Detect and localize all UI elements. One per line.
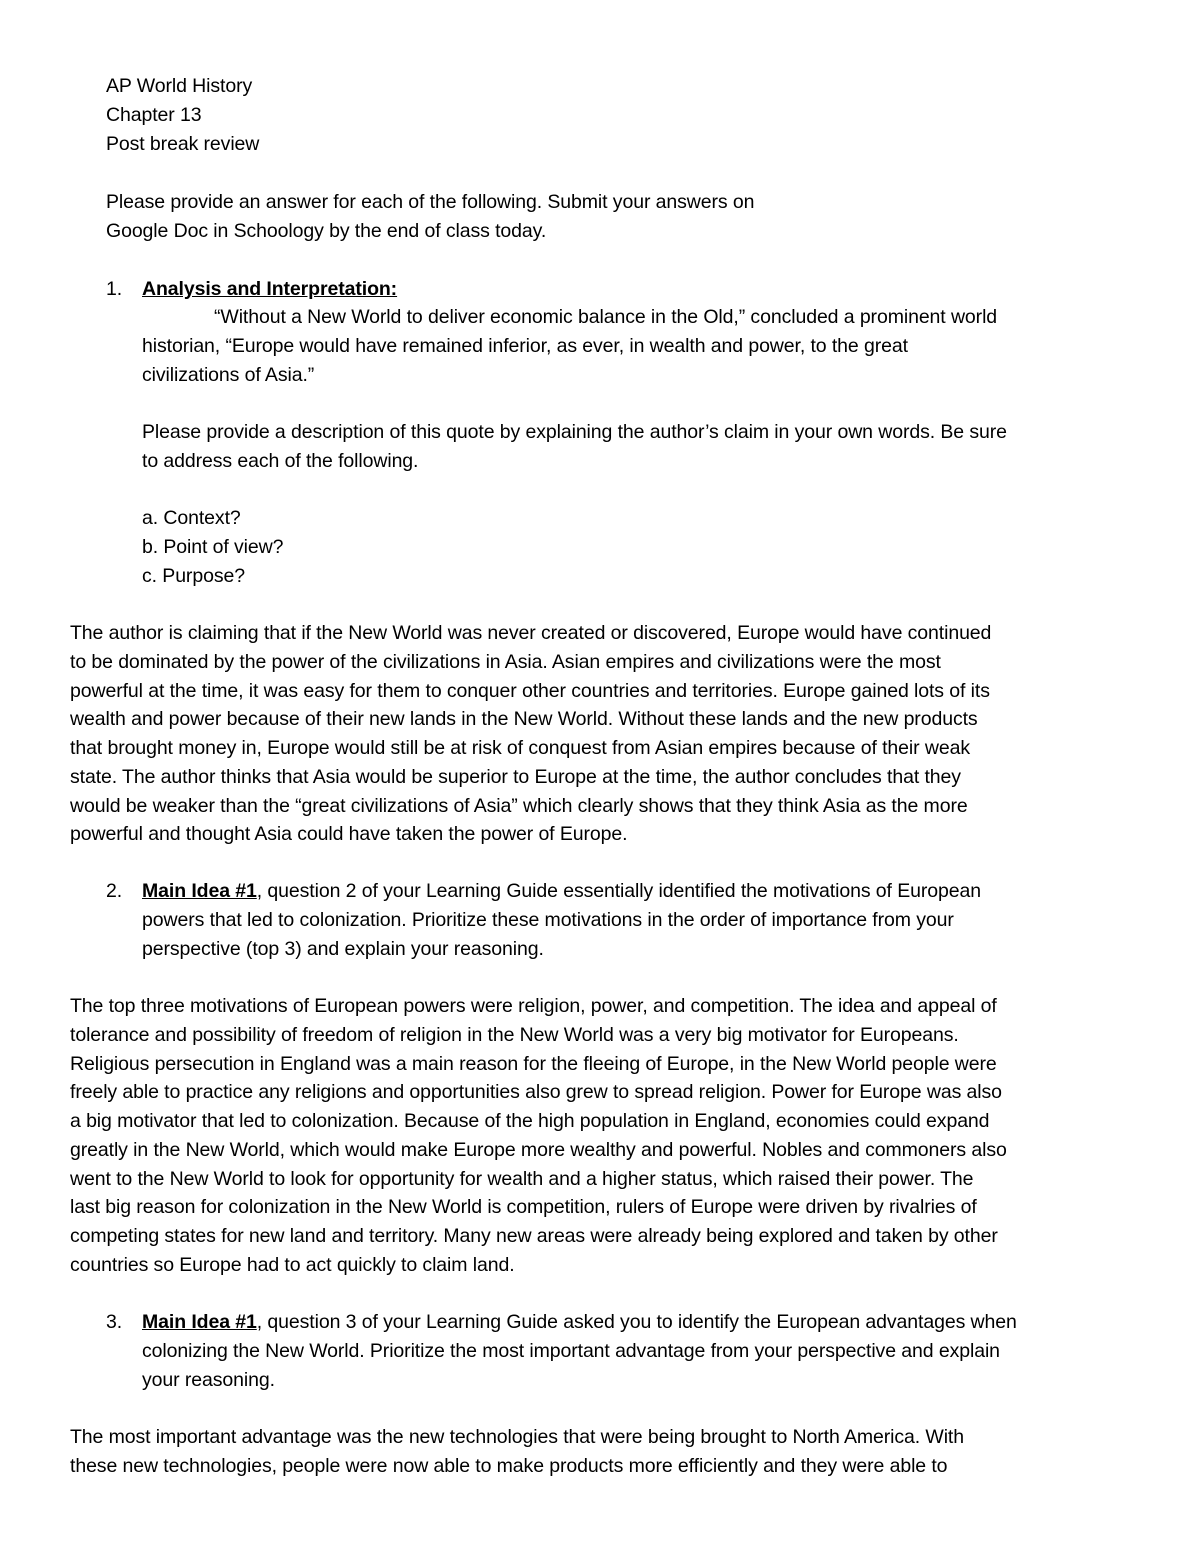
answer-2-line: countries so Europe had to act quickly to claim land. <box>70 1254 515 1276</box>
answer-2-line: greatly in the New World, which would make Europe more wealthy and powerful. Nobles and commoners also <box>70 1139 1007 1161</box>
question-3-heading: Main Idea #1 <box>142 1311 257 1333</box>
question-2-line: powers that led to colonization. Prioritize these motivations in the order of importance from your <box>142 909 954 931</box>
chapter-title: Chapter 13 <box>106 104 202 126</box>
sub-item-point-of-view: b. Point of view? <box>142 536 284 558</box>
question-3-line: your reasoning. <box>142 1369 275 1391</box>
question-3-first-line-text: , question 3 of your Learning Guide asked you to identify the European advantages when <box>256 1311 1017 1333</box>
quote-line: historian, “Europe would have remained inferior, as ever, in wealth and power, to the great <box>142 335 908 357</box>
quote-line: civilizations of Asia.” <box>142 364 315 386</box>
question-2-number: 2. <box>106 880 123 902</box>
answer-1-line: would be weaker than the “great civilizations of Asia” which clearly shows that they think Asia as the more <box>70 795 968 817</box>
question-2-line: perspective (top 3) and explain your reasoning. <box>142 938 544 960</box>
sub-item-purpose: c. Purpose? <box>142 565 245 587</box>
quote-line: “Without a New World to deliver economic balance in the Old,” concluded a prominent world <box>214 306 998 328</box>
answer-1-line: state. The author thinks that Asia would be superior to Europe at the time, the author concludes that they <box>70 766 961 788</box>
instructions-line: Please provide an answer for each of the following. Submit your answers on <box>106 191 755 213</box>
answer-3-line: The most important advantage was the new technologies that were being brought to North America. With <box>70 1426 964 1448</box>
answer-2-line: competing states for new land and territory. Many new areas were already being explored and taken by other <box>70 1225 998 1247</box>
question-3-first-line <box>142 1308 1017 1337</box>
answer-2-line: last big reason for colonization in the New World is competition, rulers of Europe were driven by rivalries of <box>70 1196 977 1218</box>
question-1-heading: Analysis and Interpretation: <box>142 278 398 300</box>
answer-2-line: tolerance and possibility of freedom of religion in the New World was a very big motivator for Europeans. <box>70 1024 959 1046</box>
answer-1-line: powerful at the time, it was easy for them to conquer other countries and territories. Europe gained lots of its <box>70 680 990 702</box>
answer-1-line: wealth and power because of their new lands in the New World. Without these lands and the new products <box>70 708 978 730</box>
answer-2-line: Religious persecution in England was a main reason for the fleeing of Europe, in the New World people were <box>70 1053 997 1075</box>
answer-2-line: a big motivator that led to colonization. Because of the high population in England, economies could expand <box>70 1110 990 1132</box>
question-1-prompt: Please provide a description of this quote by explaining the author’s claim in your own words. Be sure <box>142 421 1007 443</box>
question-1-prompt: to address each of the following. <box>142 450 419 472</box>
answer-2-line: went to the New World to look for opportunity for wealth and a higher status, which raised their power. The <box>70 1168 974 1190</box>
question-2-first-line-text: , question 2 of your Learning Guide essentially identified the motivations of European <box>256 880 981 902</box>
answer-2-line: freely able to practice any religions and opportunities also grew to spread religion. Power for Europe was also <box>70 1081 1002 1103</box>
sub-item-context: a. Context? <box>142 507 241 529</box>
question-3-line: colonizing the New World. Prioritize the most important advantage from your perspective and explain <box>142 1340 1000 1362</box>
question-1-number: 1. <box>106 278 123 300</box>
answer-2-line: The top three motivations of European powers were religion, power, and competition. The idea and appeal of <box>70 995 997 1017</box>
answer-3-line: these new technologies, people were now able to make products more efficiently and they were able to <box>70 1455 948 1477</box>
question-2-first-line <box>142 877 981 906</box>
answer-1-line: to be dominated by the power of the civilizations in Asia. Asian empires and civilizations were the most <box>70 651 941 673</box>
instructions-line: Google Doc in Schoology by the end of class today. <box>106 220 547 242</box>
answer-1-line: The author is claiming that if the New World was never created or discovered, Europe would have continued <box>70 622 992 644</box>
answer-1-line: powerful and thought Asia could have taken the power of Europe. <box>70 823 628 845</box>
document-title: Post break review <box>106 133 260 155</box>
question-3-number: 3. <box>106 1311 123 1333</box>
course-title: AP World History <box>106 75 253 97</box>
answer-1-line: that brought money in, Europe would still be at risk of conquest from Asian empires because of their weak <box>70 737 970 759</box>
question-2-heading: Main Idea #1 <box>142 880 257 902</box>
